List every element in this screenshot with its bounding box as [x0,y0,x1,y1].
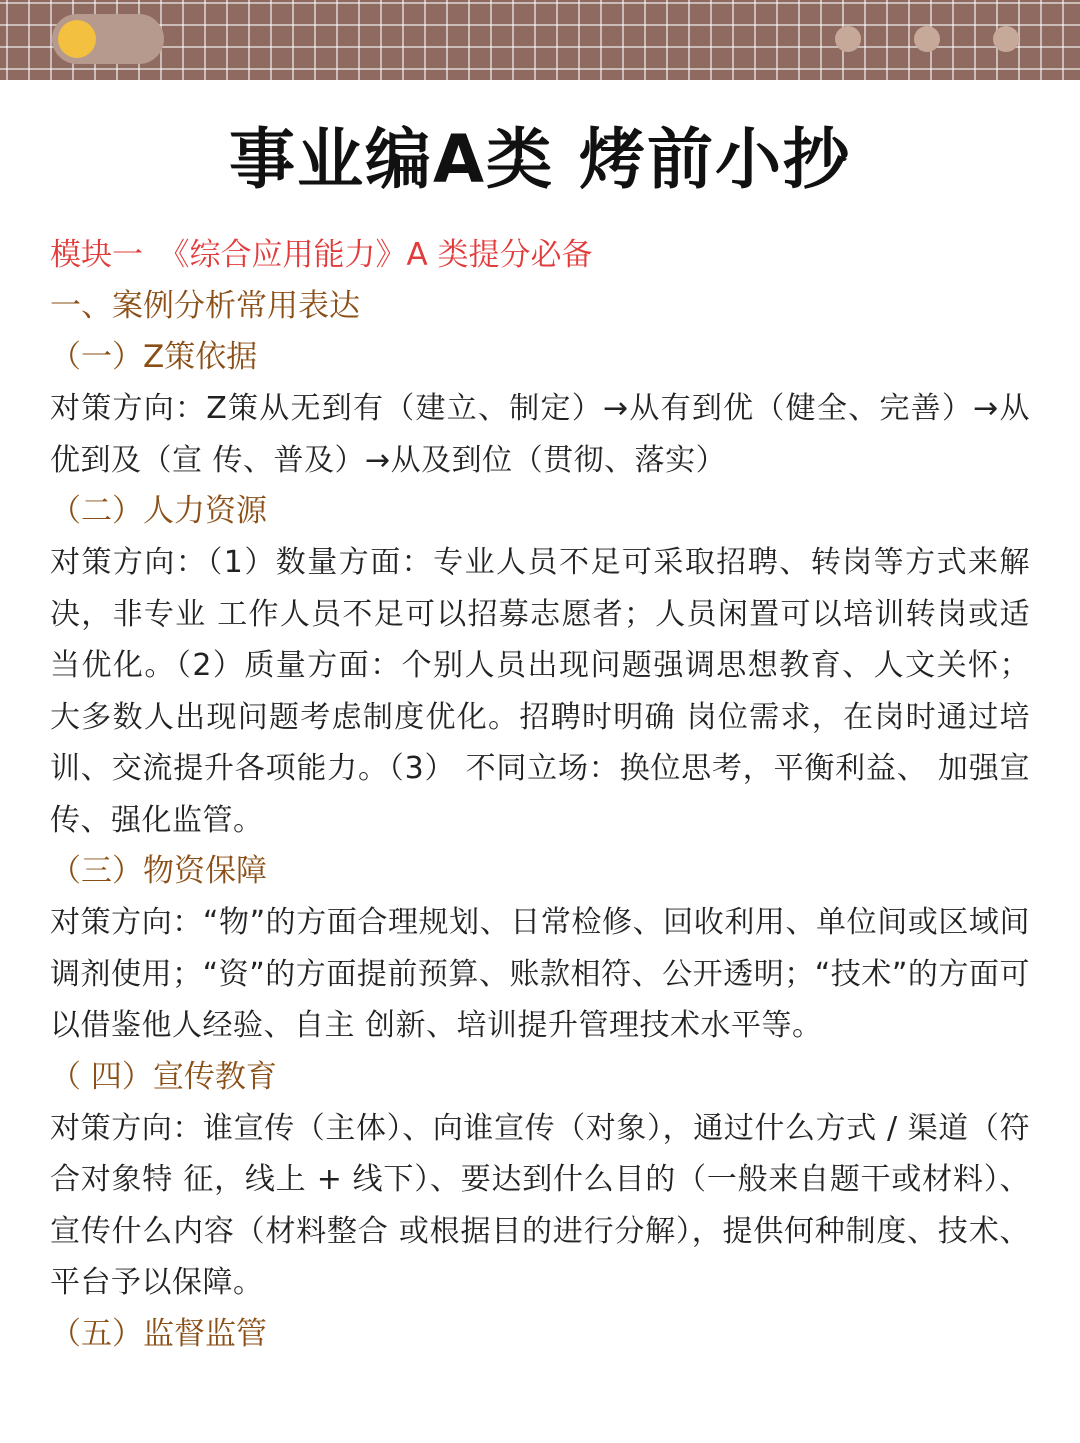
subsection-body-publicity: 对策方向：谁宣传（主体）、向谁宣传（对象），通过什么方式 / 渠道（符合对象特 征，线上 + 线下）、要达到什么目的（一般来自题干或材料）、宣传什么内容（材料整合 或根据目的进行分解），提供何种制度、技术、平台予以保障。 [50,1110,1030,1300]
subsection-heading-policy: （一）Z策依据 [50,339,258,375]
dot-icon [835,26,861,52]
subsection-heading-materials: （三）物资保障 [50,853,267,889]
section-heading: 一、案例分析常用表达 [50,288,360,324]
dot-icon [993,26,1019,52]
subsection-body-human-resources: 对策方向：（1）数量方面：专业人员不足可采取招聘、转岗等方式来解决，非专业 工作人员不足可以招募志愿者；人员闲置可以培训转岗或适当优化。（2）质量方面：个别人员出现问题强调思想教育、人文关怀；大多数人出现问题考虑制度优化。招聘时明确 岗位需求，在岗时通过培训、交流提升各项能力。（3） 不同立场：换位思考，平衡利益、 加强宣传、强化监管。 [50,545,1030,838]
subsection-heading-publicity: （ 四）宣传教育 [50,1058,277,1095]
content-area [0,230,1080,1360]
decorative-header-band [0,0,1080,80]
subsection-body-materials: 对策方向：“物”的方面合理规划、日常检修、回收利用、单位间或区域间调剂使用；“资”的方面提前预算、账款相符、公开透明；“技术”的方面可以借鉴他人经验、自主 创新、培训提升管理技术水平等。 [50,905,1030,1043]
subsection-heading-human-resources: （二）人力资源 [50,493,267,529]
subsection-heading-supervision: （五）监督监管 [50,1315,267,1352]
subsection-body-policy: 对策方向：Z策从无到有（建立、制定）→从有到优（健全、完善）→从优到及（宣 传、普及）→从及到位（贯彻、落实） [50,391,1030,478]
toggle-switch-icon [52,14,164,64]
toggle-knob-icon [58,20,96,58]
page-title: 事业编A类 烤前小抄 [228,121,852,198]
dot-icon [914,26,940,52]
module-heading: 模块一 《综合应用能力》A 类提分必备 [50,237,593,273]
